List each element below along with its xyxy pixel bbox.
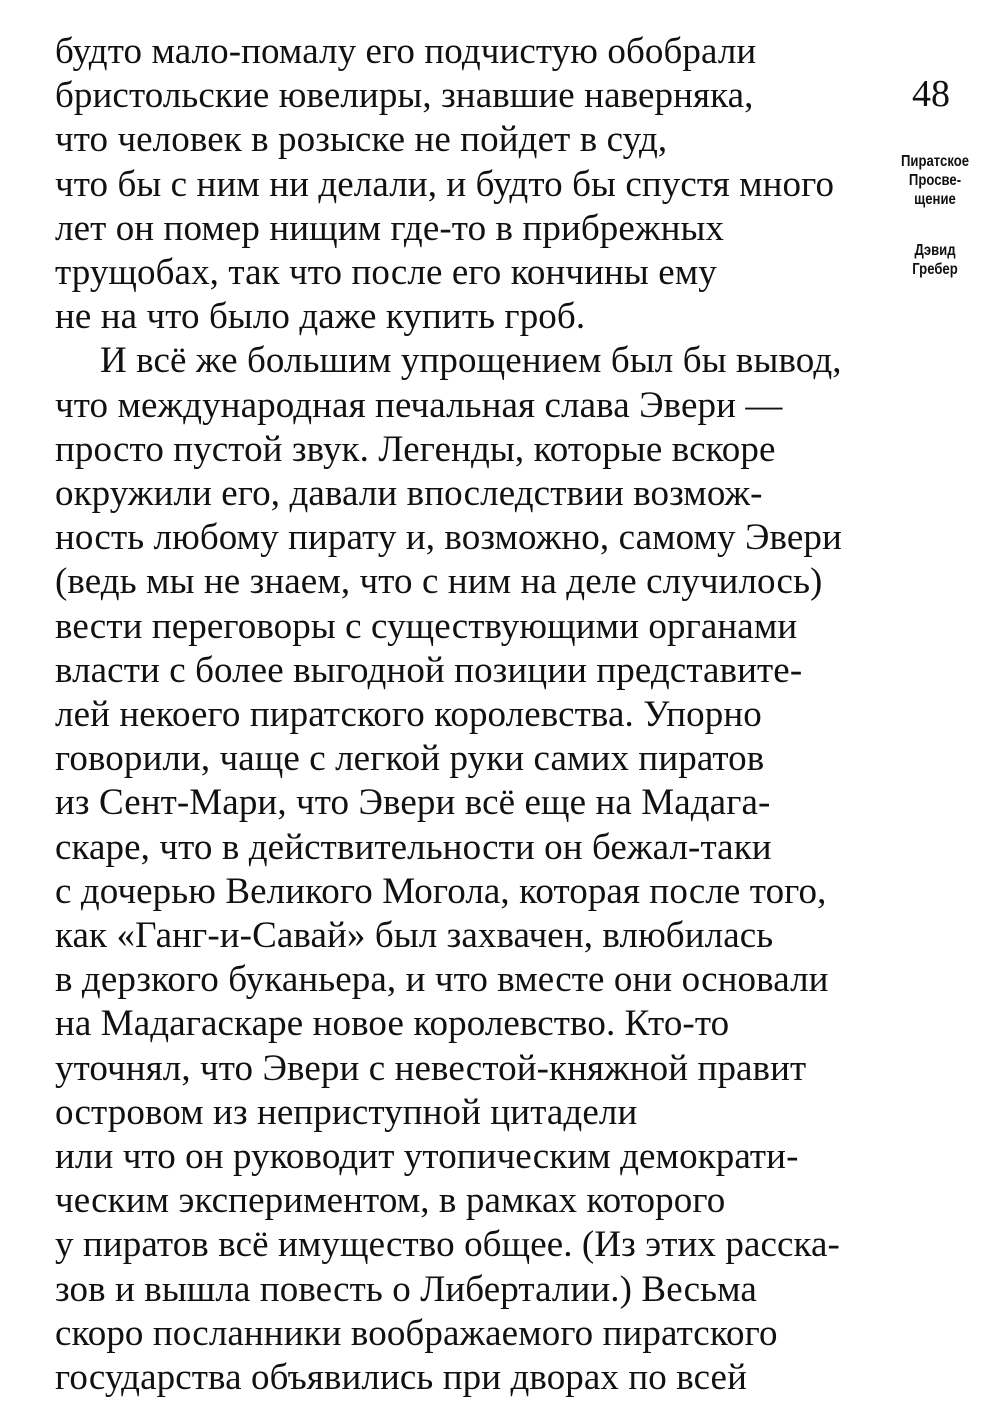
- text-line: как «Ганг-и-Савай» был захвачен, влюбилась: [55, 915, 774, 957]
- text-line: не на что было даже купить гроб.: [55, 296, 586, 338]
- book-title-line: Просве-: [908, 172, 962, 189]
- text-line: вести переговоры с существующими органами: [55, 605, 798, 647]
- text-line: в дерзкого буканьера, и что вместе они основали: [55, 959, 829, 1001]
- text-line: или что он руководит утопическим демократи-: [55, 1136, 799, 1178]
- text-line: трущобах, так что после его кончины ему: [55, 252, 717, 294]
- text-line: с дочерью Великого Могола, которая после того,: [55, 870, 827, 912]
- text-line: просто пустой звук. Легенды, которые вскоре: [55, 428, 776, 470]
- text-line: что человек в розыске не пойдет в суд,: [55, 119, 668, 161]
- text-line: зов и вышла повесть о Либерталии.) Весьма: [55, 1268, 757, 1310]
- text-line: окружили его, давали впоследствии возмож-: [55, 473, 763, 515]
- text-line: из Сент-Мари, что Эвери всё еще на Мадага-: [55, 782, 771, 824]
- book-title-line: Пиратское: [900, 153, 970, 170]
- text-line: скаре, что в действительности он бежал-таки: [55, 826, 772, 868]
- running-head-author: [890, 241, 980, 279]
- text-line: лей некоего пиратского королевства. Упорно: [55, 694, 762, 736]
- text-line: государства объявились при дворах по всей: [55, 1357, 747, 1399]
- book-title-line: щение: [914, 191, 956, 208]
- text-line: что международная печальная слава Эвери —: [55, 384, 783, 426]
- text-line: на Мадагаскаре новое королевство. Кто-то: [55, 1003, 730, 1045]
- paragraph-first-line: И всё же большим упрощением был бы вывод,: [100, 340, 842, 382]
- text-line: уточнял, что Эвери с невестой-княжной правит: [55, 1047, 807, 1089]
- text-line: что бы с ним ни делали, и будто бы спустя много: [55, 163, 835, 205]
- body-text: [55, 30, 895, 1400]
- text-line: бристольские ювелиры, знавшие наверняка,: [55, 75, 754, 117]
- text-line: островом из неприступной цитадели: [55, 1091, 638, 1133]
- text-line: скоро посланники воображаемого пиратского: [55, 1312, 778, 1354]
- page-number: 48: [912, 73, 950, 115]
- text-line: (ведь мы не знаем, что с ним на деле случилось): [55, 561, 823, 603]
- text-line: ность любому пирату и, возможно, самому Эвери: [55, 517, 842, 559]
- running-head-book-title: [890, 152, 980, 209]
- text-line: лет он помер нищим где-то в прибрежных: [55, 207, 725, 249]
- text-line: говорили, чаще с легкой руки самих пиратов: [55, 738, 765, 780]
- author-name-line: Гребер: [912, 261, 958, 278]
- author-name-line: Дэвид: [914, 242, 956, 259]
- text-line: будто мало-помалу его подчистую обобрали: [55, 31, 757, 72]
- text-line: у пиратов всё имущество общее. (Из этих расска-: [55, 1224, 840, 1266]
- text-line: власти с более выгодной позиции представите-: [55, 649, 803, 691]
- text-line: ческим экспериментом, в рамках которого: [55, 1180, 726, 1222]
